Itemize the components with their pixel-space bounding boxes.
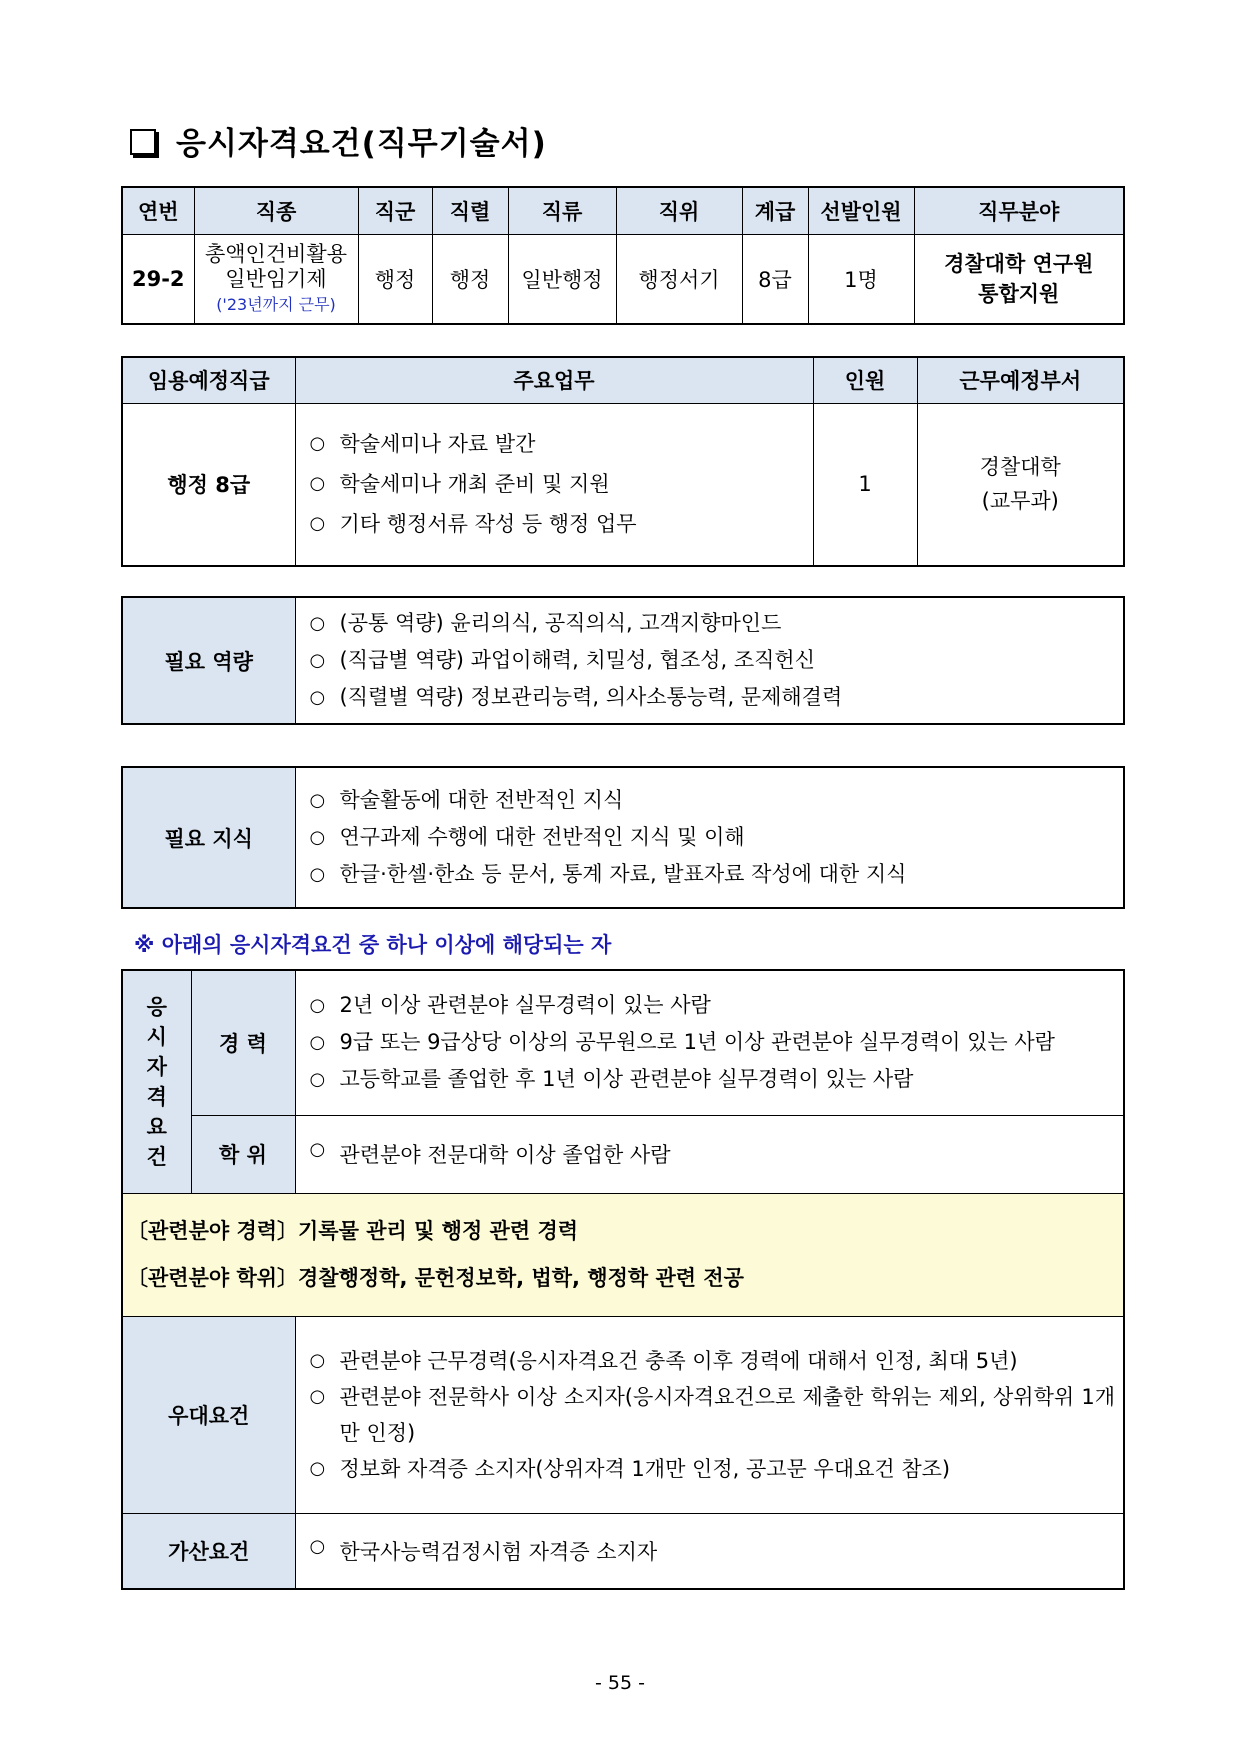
checkbox-square-icon bbox=[130, 129, 156, 155]
table-row bbox=[122, 1316, 1124, 1513]
table-row bbox=[122, 767, 1124, 908]
col-header: 선발인원 bbox=[808, 187, 914, 234]
competency-cell bbox=[295, 597, 1124, 724]
duty-item: ○ 학술세미나 개최 준비 및 지원 bbox=[310, 464, 813, 504]
col-header: 직군 bbox=[358, 187, 432, 234]
main-duties-cell bbox=[295, 403, 813, 566]
page-title bbox=[130, 118, 547, 163]
bonus-cell bbox=[295, 1513, 1124, 1589]
appointment-grade: 행정 8급 bbox=[122, 403, 295, 566]
table-row bbox=[122, 403, 1124, 566]
vertical-char: 건 bbox=[146, 1144, 167, 1169]
department-cell bbox=[917, 403, 1124, 566]
knowledge-table bbox=[121, 766, 1125, 909]
page-number: - 55 - bbox=[595, 1672, 645, 1694]
career-item: ○ 9급 또는 9급상당 이상의 공무원으로 1년 이상 관련분야 실무경력이 있는 사람 bbox=[310, 1024, 1124, 1061]
col-header: 연번 bbox=[122, 187, 194, 234]
competency-item: ○ (직급별 역량) 과업이해력, 치밀성, 협조성, 조직헌신 bbox=[310, 642, 1124, 679]
knowledge-item: ○ 한글·한셀·한쇼 등 문서, 통계 자료, 발표자료 작성에 대한 지식 bbox=[310, 856, 1124, 893]
vertical-char: 자 bbox=[146, 1054, 167, 1079]
job-field-line2: 통합지원 bbox=[978, 281, 1060, 306]
career-item: ○ 2년 이상 관련분야 실무경력이 있는 사람 bbox=[310, 987, 1124, 1024]
related-field-cell bbox=[122, 1193, 1124, 1316]
preference-item: ○ 정보화 자격증 소지자(상위자격 1개만 인정, 공고문 우대요건 참조) bbox=[310, 1451, 1116, 1487]
vertical-char: 시 bbox=[146, 1024, 167, 1049]
competency-label: 필요 역량 bbox=[122, 597, 295, 724]
col-header: 임용예정직급 bbox=[122, 357, 295, 403]
department-line1: 경찰대학 bbox=[979, 455, 1061, 480]
col-header: 직무분야 bbox=[914, 187, 1124, 234]
table-header-row bbox=[122, 357, 1124, 403]
job-kind-cell bbox=[194, 234, 358, 324]
eligibility-note: ※ 아래의 응시자격요건 중 하나 이상에 해당되는 자 bbox=[134, 933, 612, 957]
col-header: 직류 bbox=[508, 187, 616, 234]
position-info-table bbox=[121, 186, 1125, 325]
job-kind-line2: 일반임기제 bbox=[225, 267, 327, 292]
eligibility-table bbox=[121, 969, 1125, 1590]
headcount: 1 bbox=[813, 403, 917, 566]
department-line2: (교무과) bbox=[981, 489, 1059, 514]
table-row bbox=[122, 1115, 1124, 1193]
knowledge-item: ○ 연구과제 수행에 대한 전반적인 지식 및 이해 bbox=[310, 819, 1124, 856]
table-row bbox=[122, 234, 1124, 324]
vertical-char: 응 bbox=[146, 994, 167, 1019]
knowledge-cell bbox=[295, 767, 1124, 908]
table-row bbox=[122, 597, 1124, 724]
degree-item: ○ 관련분야 전문대학 이상 졸업한 사람 bbox=[310, 1139, 1124, 1169]
preference-cell bbox=[295, 1316, 1124, 1513]
job-series: 행정 bbox=[432, 234, 508, 324]
job-group: 행정 bbox=[358, 234, 432, 324]
selection-count: 1명 bbox=[808, 234, 914, 324]
col-header: 인원 bbox=[813, 357, 917, 403]
career-item: ○ 고등학교를 졸업한 후 1년 이상 관련분야 실무경력이 있는 사람 bbox=[310, 1061, 1124, 1098]
page-title-text: 응시자격요건(직무기술서) bbox=[176, 126, 547, 162]
eligibility-vertical-label bbox=[122, 970, 191, 1193]
competency-item: ○ (직렬별 역량) 정보관리능력, 의사소통능력, 문제해결력 bbox=[310, 679, 1124, 716]
job-kind-line1: 총액인건비활용 bbox=[204, 242, 347, 267]
job-field-line1: 경찰대학 연구원 bbox=[944, 251, 1094, 276]
competency-table bbox=[121, 596, 1125, 725]
related-degree: 〔관련분야 학위〕경찰행정학, 문헌정보학, 법학, 행정학 관련 전공 bbox=[127, 1265, 744, 1290]
knowledge-label: 필요 지식 bbox=[122, 767, 295, 908]
career-cell bbox=[295, 970, 1124, 1115]
job-position: 행정서기 bbox=[616, 234, 742, 324]
job-kind-note: ('23년까지 근무) bbox=[216, 295, 336, 315]
preference-item: ○ 관련분야 전문학사 이상 소지자(응시자격요건으로 제출한 학위는 제외, 상위학위 1개만 인정) bbox=[310, 1379, 1116, 1451]
vertical-char: 요 bbox=[146, 1114, 167, 1139]
col-header: 계급 bbox=[742, 187, 808, 234]
table-row bbox=[122, 970, 1124, 1115]
col-header: 주요업무 bbox=[295, 357, 813, 403]
table-header-row bbox=[122, 187, 1124, 234]
degree-cell bbox=[295, 1115, 1124, 1193]
knowledge-item: ○ 학술활동에 대한 전반적인 지식 bbox=[310, 782, 1124, 819]
preference-item: ○ 관련분야 근무경력(응시자격요건 충족 이후 경력에 대해서 인정, 최대 5년) bbox=[310, 1343, 1116, 1379]
related-career: 〔관련분야 경력〕기록물 관리 및 행정 관련 경력 bbox=[127, 1218, 579, 1243]
job-class: 일반행정 bbox=[508, 234, 616, 324]
serial-number: 29-2 bbox=[122, 234, 194, 324]
table-row bbox=[122, 1193, 1124, 1316]
job-field-cell bbox=[914, 234, 1124, 324]
col-header: 직종 bbox=[194, 187, 358, 234]
col-header: 직위 bbox=[616, 187, 742, 234]
col-header: 직렬 bbox=[432, 187, 508, 234]
col-header: 근무예정부서 bbox=[917, 357, 1124, 403]
duty-item: ○ 학술세미나 자료 발간 bbox=[310, 424, 813, 464]
career-label: 경 력 bbox=[191, 970, 295, 1115]
bonus-item: ○ 한국사능력검정시험 자격증 소지자 bbox=[310, 1536, 1124, 1566]
table-row bbox=[122, 1513, 1124, 1589]
duty-item: ○ 기타 행정서류 작성 등 행정 업무 bbox=[310, 504, 813, 544]
preference-label: 우대요건 bbox=[122, 1316, 295, 1513]
vertical-char: 격 bbox=[146, 1084, 167, 1109]
degree-label: 학 위 bbox=[191, 1115, 295, 1193]
bonus-label: 가산요건 bbox=[122, 1513, 295, 1589]
competency-item: ○ (공통 역량) 윤리의식, 공직의식, 고객지향마인드 bbox=[310, 605, 1124, 642]
job-grade: 8급 bbox=[742, 234, 808, 324]
duties-table bbox=[121, 356, 1125, 567]
